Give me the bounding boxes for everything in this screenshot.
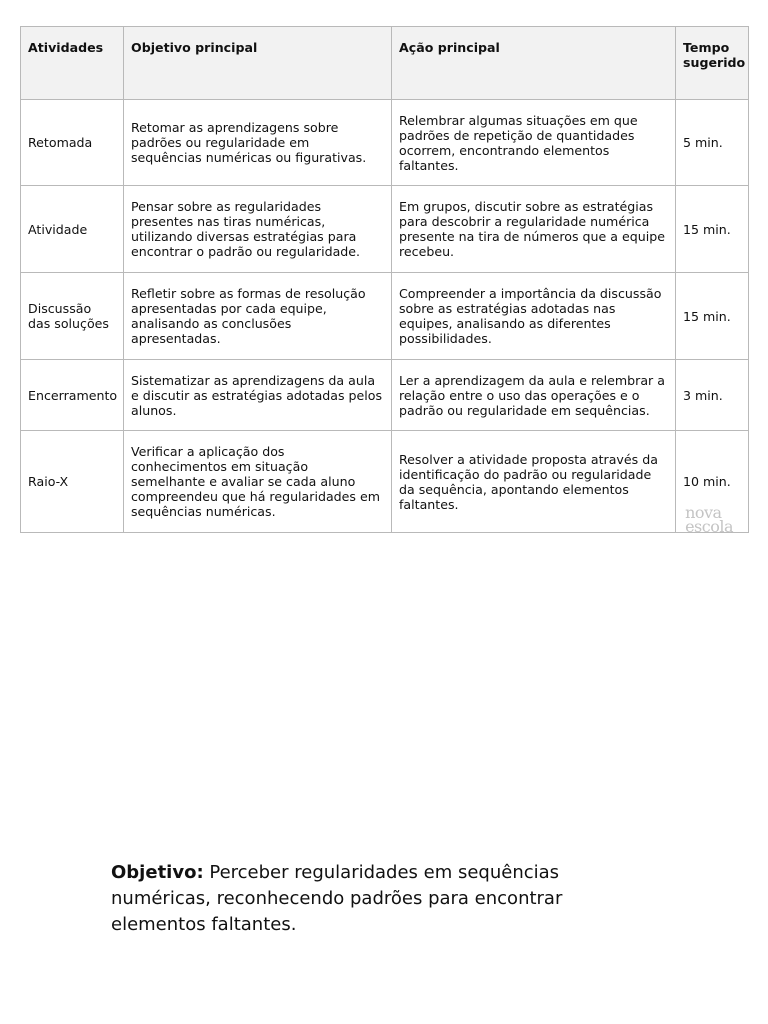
logo-line-nova: nova [685,503,722,522]
nova-escola-logo [685,503,733,536]
cell-objetivo: Verificar a aplicação dos conhecimentos em situação semelhante e avaliar se cada aluno compreendeu que há regularidades em sequências numéricas. [124,431,392,533]
cell-acao: Em grupos, discutir sobre as estratégias para descobrir a regularidade numérica presente na tira de números que a equipe recebeu. [392,186,676,273]
cell-tempo-with-logo [676,431,749,536]
cell-acao: Compreender a importância da discussão sobre as estratégias adotadas nas equipes, analisando as diferentes possibilidades. [392,273,676,360]
table-row [21,431,749,533]
cell-objetivo: Retomar as aprendizagens sobre padrões ou regularidade em sequências numéricas ou figurativas. [124,100,392,186]
header-row [21,27,749,100]
cell-tempo: 10 min. [683,474,731,489]
lesson-plan-table [20,26,749,536]
header-objetivo: Objetivo principal [124,27,392,100]
cell-objetivo: Sistematizar as aprendizagens da aula e discutir as estratégias adotadas pelos alunos. [124,360,392,431]
objective-paragraph [111,860,631,938]
cell-tempo: 15 min. [676,186,749,273]
cell-atividade: Encerramento [21,360,124,431]
header-tempo: Tempo sugerido [676,27,749,100]
cell-objetivo: Refletir sobre as formas de resolução apresentadas por cada equipe, analisando as conclusões apresentadas. [124,273,392,360]
header-acao: Ação principal [392,27,676,100]
cell-objetivo: Pensar sobre as regularidades presentes nas tiras numéricas, utilizando diversas estratégias para encontrar o padrão ou regularidade. [124,186,392,273]
cell-atividade: Retomada [21,100,124,186]
table-header [21,27,749,100]
logo-line-escola: escola [685,517,733,536]
cell-atividade: Discussão das soluções [21,273,124,360]
table-row [21,360,749,431]
table-row [21,100,749,186]
header-atividades: Atividades [21,27,124,100]
table-row [21,186,749,273]
cell-acao: Ler a aprendizagem da aula e relembrar a relação entre o uso das operações e o padrão ou regularidade em sequências. [392,360,676,431]
cell-atividade: Raio-X [21,431,124,533]
objective-text: Perceber regularidades em sequências numéricas, reconhecendo padrões para encontrar elementos faltantes. [111,862,563,935]
cell-tempo: 15 min. [676,273,749,360]
table-body [21,100,749,536]
objective-label: Objetivo: [111,862,204,883]
table-row [21,273,749,360]
cell-tempo: 5 min. [676,100,749,186]
cell-acao: Relembrar algumas situações em que padrões de repetição de quantidades ocorrem, encontrando elementos faltantes. [392,100,676,186]
cell-atividade: Atividade [21,186,124,273]
cell-acao: Resolver a atividade proposta através da identificação do padrão ou regularidade da sequência, apontando elementos faltantes. [392,431,676,533]
cell-tempo: 3 min. [676,360,749,431]
